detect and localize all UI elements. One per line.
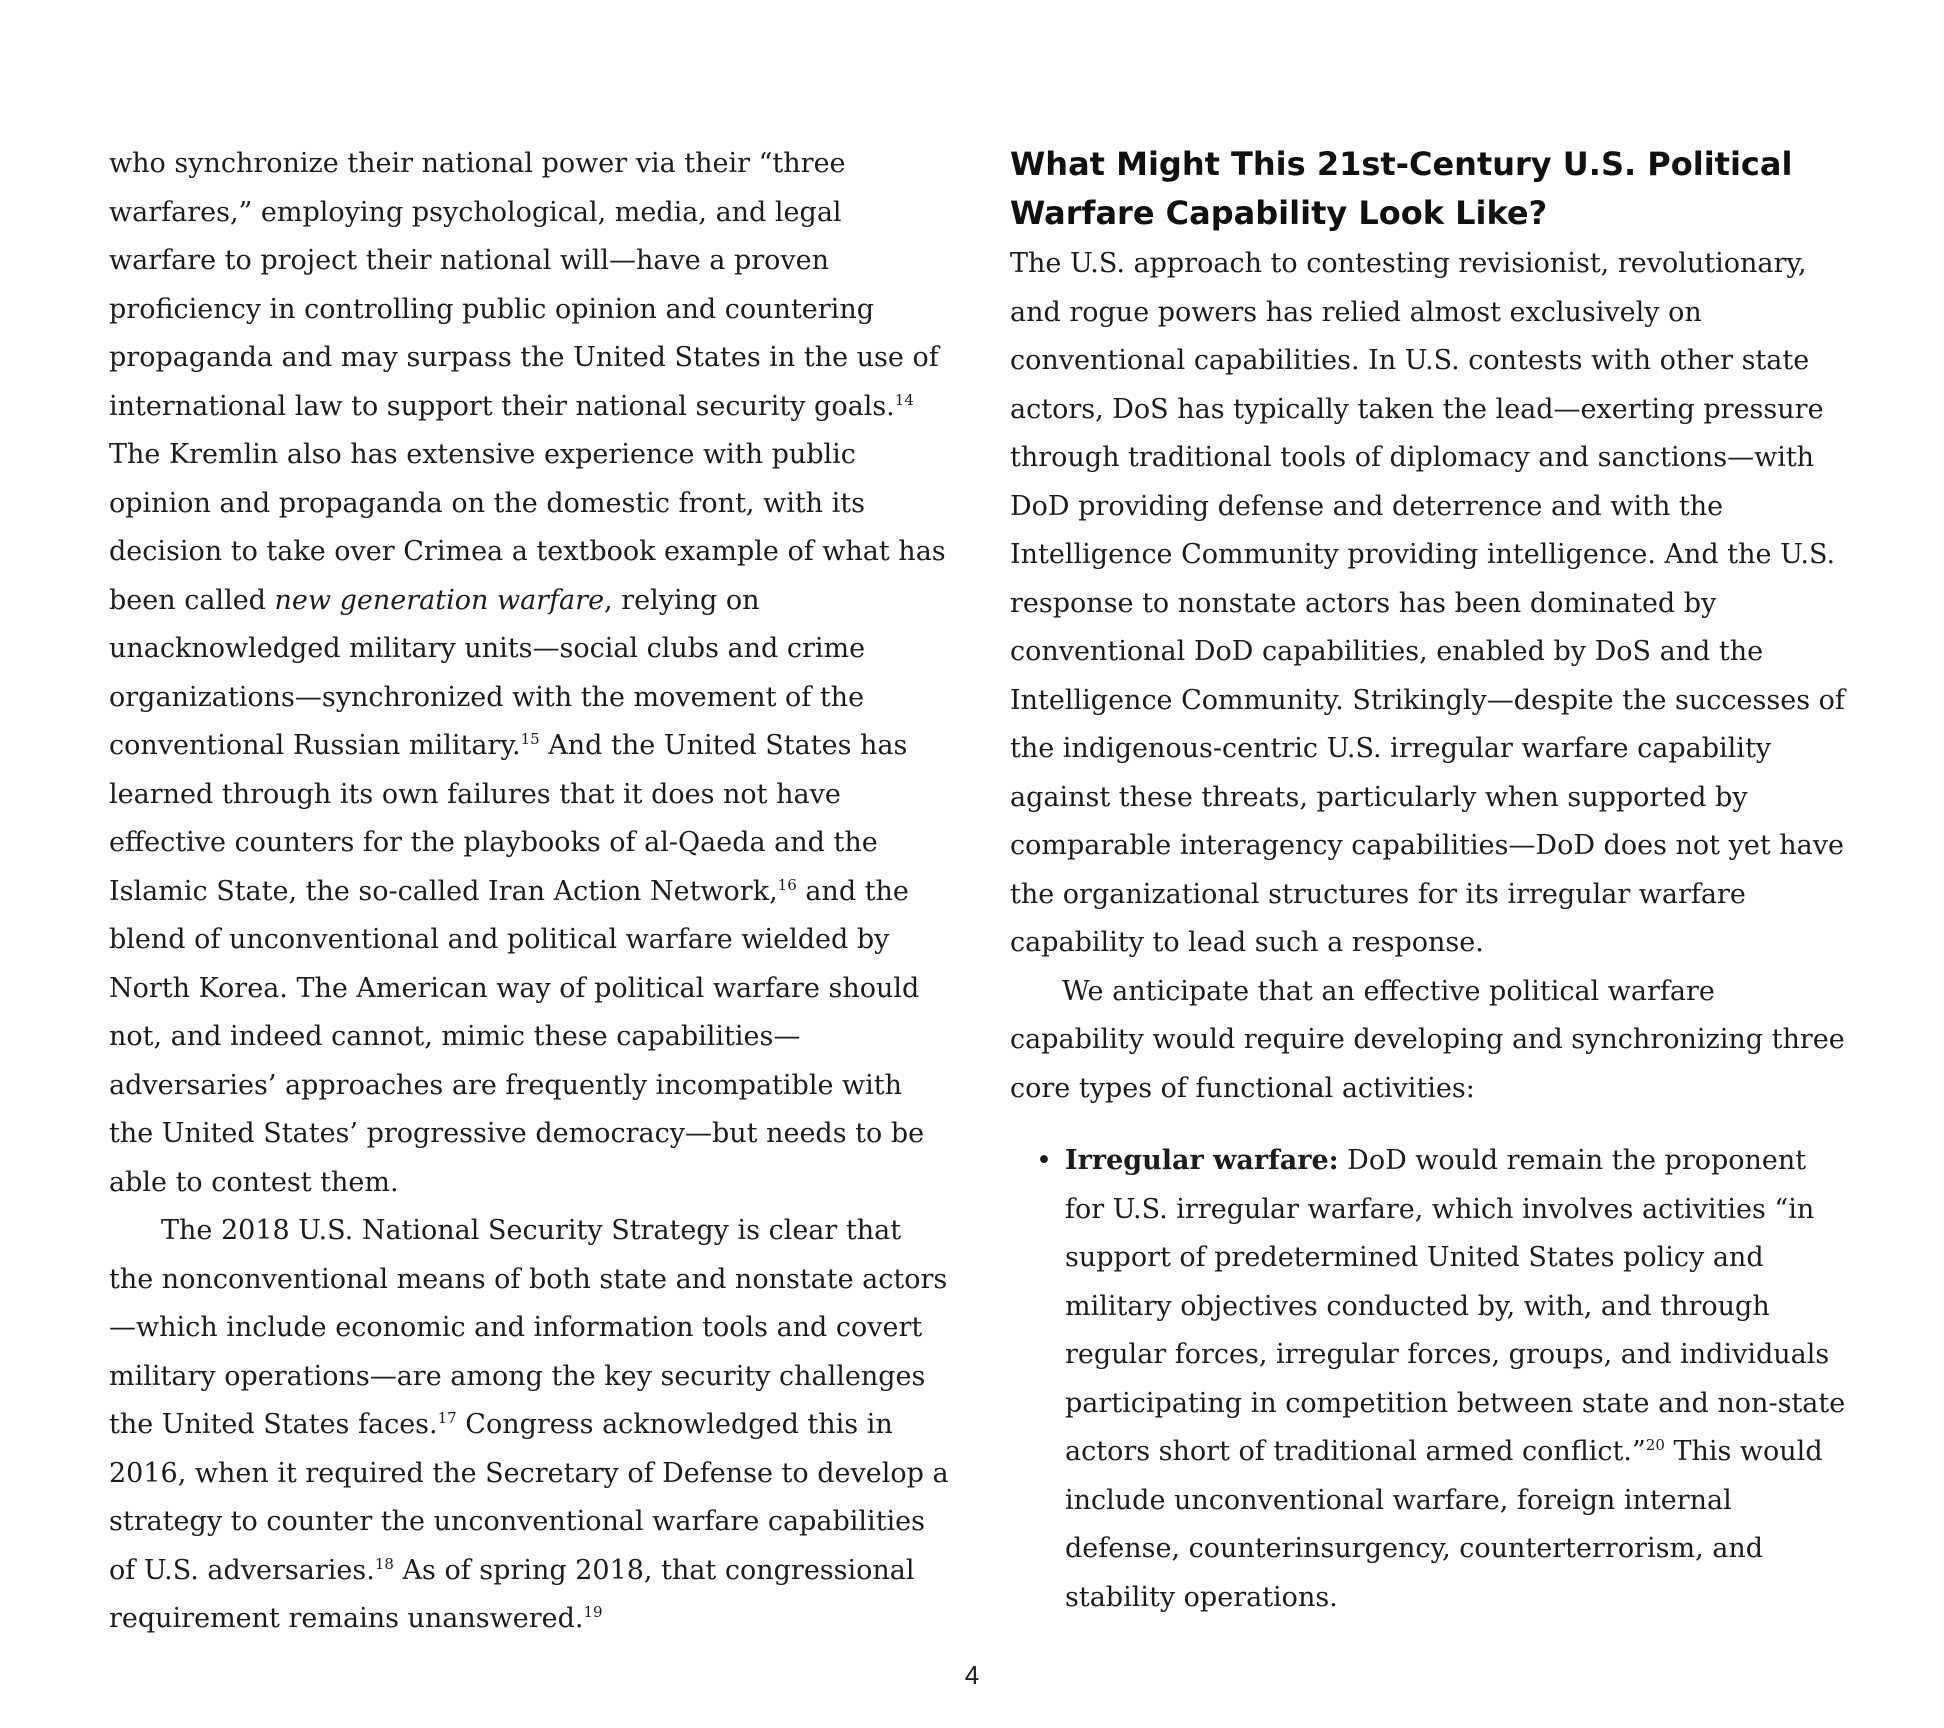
footnote-ref-19[interactable]: 19 [583, 1603, 603, 1621]
left-column [109, 140, 951, 1644]
paragraph-text: who synchronize their national power via their “three warfares,” employing psychological, media, and legal warfare to project their national will—have a proven proficiency in controlling public opinion and countering propaganda and may surpass the United States in the use of international law to support their national security goals. [109, 148, 939, 422]
footnote-ref-16[interactable]: 16 [777, 875, 797, 894]
bullet-icon: • [1036, 1145, 1052, 1176]
paragraph-text: and the blend of unconventional and political warfare wielded by North Korea. The American way of political warfare should not, and indeed cannot, mimic these capabilities—adversaries’ approaches are frequently incompatible with the United States’ progressive democracy—but needs to be able to contest them. [109, 875, 925, 1198]
bullet-text: DoD would remain the proponent for U.S. irregular warfare, which involves activities “in support of predetermined United States policy and military objectives conducted by, with, and through regular forces, irregular forces, groups, and individuals participating in competition between state and non-state actors short of traditional armed conflict.” [1065, 1145, 1846, 1467]
emphasized-term: new generation warfare [274, 584, 605, 616]
footnote-ref-20[interactable]: 20 [1645, 1436, 1665, 1454]
footnote-ref-17[interactable]: 17 [437, 1409, 457, 1427]
body-paragraph [109, 1207, 951, 1644]
page-number: 4 [964, 1660, 980, 1690]
footnote-ref-15[interactable]: 15 [520, 730, 540, 748]
heading-line: What Might This 21st-Century U.S. Political [1010, 145, 1793, 183]
body-paragraph: We anticipate that an effective political warfare capability would require developing and synchronizing three core types of functional activities: [1010, 975, 1845, 1104]
right-column [1010, 140, 1852, 1622]
paragraph-text: And the United States has learned through its own failures that it does not have effective counters for the playbooks of al-Qaeda and the Islamic State, the so-called Iran Action Network, [109, 730, 908, 907]
paragraph-text: , relying on unacknowledged military units—social clubs and crime organizations—synchronized with the movement of the conventional Russian military. [109, 584, 866, 761]
bullet-text: This would include unconventional warfare, foreign internal defense, counterinsurgency, counterterrorism, and stability operations. [1065, 1436, 1823, 1613]
paragraph-text: As of spring 2018, that congressional requirement remains unanswered. [109, 1554, 915, 1634]
body-paragraph [109, 140, 951, 1207]
paragraph-text: The Kremlin also has extensive experience with public opinion and propaganda on the domestic front, with its decision to take over Crimea a textbook example of what has been called [109, 439, 946, 616]
body-paragraph: The U.S. approach to contesting revisionist, revolutionary, and rogue powers has relied almost exclusively on conventional capabilities. In U.S. contests with other state actors, DoS has typically taken the lead—exerting pressure through traditional tools of diplomacy and sanctions—with DoD providing defense and deterrence and with the Intelligence Community providing intelligence. And the U.S. response to nonstate actors has been dominated by conventional DoD capabilities, enabled by DoS and the Intelligence Community. Strikingly—despite the successes of the indigenous-centric U.S. irregular warfare capability against these threats, particularly when supported by comparable interagency capabilities—DoD does not yet have the organizational structures for its irregular warfare capability to lead such a response. [1010, 248, 1845, 958]
paragraph-text: Congress acknowledged this in 2016, when it required the Secretary of Defense to develop a strategy to counter the unconventional warfare capabilities of U.S. adversaries. [109, 1409, 949, 1586]
heading-line: Warfare Capability Look Like? [1010, 194, 1548, 232]
section-heading [1010, 140, 1852, 238]
bullet-term: Irregular warfare: [1065, 1145, 1339, 1176]
list-item [1010, 1137, 1852, 1622]
footnote-ref-18[interactable]: 18 [374, 1554, 394, 1573]
bullet-list [1010, 1137, 1852, 1622]
paragraph-text: The 2018 U.S. National Security Strategy is clear that the nonconventional means of both state and nonstate actors—which include economic and information tools and covert military operations—are among the key security challenges the United States faces. [109, 1215, 948, 1440]
footnote-ref-14[interactable]: 14 [894, 390, 914, 409]
